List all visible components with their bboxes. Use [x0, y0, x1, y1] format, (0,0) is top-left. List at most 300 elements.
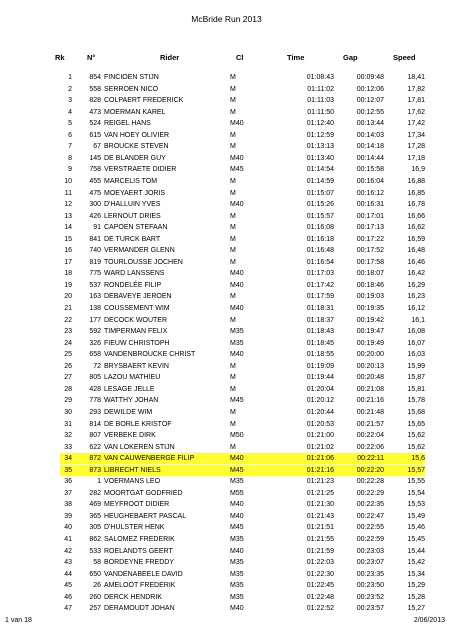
- rider-name-cell: REIGEL HANS: [104, 120, 151, 128]
- class-cell: M: [230, 189, 236, 197]
- bib-number-cell: 828: [89, 97, 101, 105]
- rank-cell: 32: [64, 432, 72, 440]
- rider-name-cell: MOORTGAT GODFRIED: [104, 489, 183, 497]
- bib-number-cell: 819: [89, 258, 101, 266]
- rider-name-cell: MOERMAN KAREL: [104, 108, 166, 116]
- speed-cell: 15,99: [407, 362, 425, 370]
- class-cell: M40: [230, 201, 244, 209]
- rank-cell: 34: [64, 455, 72, 463]
- time-cell: 01:22:52: [306, 605, 334, 613]
- rank-cell: 3: [68, 97, 72, 105]
- gap-cell: 00:22:55: [356, 524, 384, 532]
- gap-cell: 00:18:07: [356, 270, 384, 278]
- gap-cell: 00:14:18: [356, 143, 384, 151]
- rider-name-cell: VANDENABEELE DAVID: [104, 570, 183, 578]
- class-cell: M40: [230, 455, 244, 463]
- class-cell: M35: [230, 559, 244, 567]
- gap-cell: 00:22:35: [356, 501, 384, 509]
- speed-cell: 16,23: [407, 293, 425, 301]
- time-cell: 01:12:59: [306, 131, 334, 139]
- result-row: [0, 442, 453, 453]
- time-cell: 01:18:37: [306, 316, 334, 324]
- result-row: [0, 557, 453, 568]
- time-cell: 01:18:45: [306, 339, 334, 347]
- bib-number-cell: 469: [89, 501, 101, 509]
- rider-name-cell: SERROEN NICO: [104, 85, 159, 93]
- bib-number-cell: 558: [89, 85, 101, 93]
- class-cell: M: [230, 385, 236, 393]
- speed-cell: 15,65: [407, 420, 425, 428]
- rider-name-cell: DE BLANDER GUY: [104, 154, 166, 162]
- gap-cell: 00:23:52: [356, 593, 384, 601]
- rank-cell: 31: [64, 420, 72, 428]
- rider-name-cell: ROELANDTS GEERT: [104, 547, 173, 555]
- speed-cell: 15,34: [407, 570, 425, 578]
- bib-number-cell: 807: [89, 432, 101, 440]
- time-cell: 01:13:13: [306, 143, 334, 151]
- rank-cell: 15: [64, 235, 72, 243]
- bib-number-cell: 326: [89, 339, 101, 347]
- speed-cell: 15,78: [407, 397, 425, 405]
- class-cell: M40: [230, 154, 244, 162]
- class-cell: M: [230, 247, 236, 255]
- bib-number-cell: 282: [89, 489, 101, 497]
- rank-cell: 39: [64, 512, 72, 520]
- result-row: [0, 580, 453, 591]
- header-gap: Gap: [343, 53, 358, 62]
- rider-name-cell: VANDENBROUCKE CHRIST: [104, 351, 196, 359]
- time-cell: 01:22:45: [306, 582, 334, 590]
- rank-cell: 29: [64, 397, 72, 405]
- rank-cell: 37: [64, 489, 72, 497]
- speed-cell: 16,29: [407, 281, 425, 289]
- speed-cell: 15,53: [407, 501, 425, 509]
- rank-cell: 46: [64, 593, 72, 601]
- rider-name-cell: DERCK HENDRIK: [104, 593, 162, 601]
- result-row: [0, 188, 453, 199]
- bib-number-cell: 650: [89, 570, 101, 578]
- gap-cell: 00:23:50: [356, 582, 384, 590]
- gap-cell: 00:23:57: [356, 605, 384, 613]
- rank-cell: 17: [64, 258, 72, 266]
- class-cell: M: [230, 97, 236, 105]
- bib-number-cell: 455: [89, 177, 101, 185]
- gap-cell: 00:17:58: [356, 258, 384, 266]
- rank-cell: 36: [64, 478, 72, 486]
- speed-cell: 15,44: [407, 547, 425, 555]
- gap-cell: 00:16:12: [356, 189, 384, 197]
- result-row: [0, 372, 453, 383]
- bib-number-cell: 615: [89, 131, 101, 139]
- bib-number-cell: 658: [89, 351, 101, 359]
- speed-cell: 16,62: [407, 224, 425, 232]
- rider-name-cell: BROUCKE STEVEN: [104, 143, 169, 151]
- class-cell: M35: [230, 478, 244, 486]
- bib-number-cell: 841: [89, 235, 101, 243]
- rank-cell: 2: [68, 85, 72, 93]
- rider-name-cell: FINCIOEN STIJN: [104, 74, 159, 81]
- bib-number-cell: 854: [89, 74, 101, 81]
- time-cell: 01:18:31: [306, 305, 334, 312]
- rank-cell: 10: [64, 177, 72, 185]
- bib-number-cell: 257: [89, 605, 101, 613]
- rank-cell: 35: [64, 466, 72, 474]
- speed-cell: 16,08: [407, 328, 425, 336]
- speed-cell: 18,41: [407, 74, 425, 81]
- rider-name-cell: D'HULSTER HENK: [104, 524, 165, 532]
- header-number: N°: [87, 53, 96, 62]
- gap-cell: 00:21:48: [356, 408, 384, 416]
- rank-cell: 25: [64, 351, 72, 359]
- time-cell: 01:21:55: [306, 536, 334, 543]
- header-class: Cl: [236, 53, 244, 62]
- rank-cell: 9: [68, 166, 72, 174]
- result-row: [0, 592, 453, 603]
- rider-name-cell: FIEUW CHRISTOPH: [104, 339, 170, 347]
- gap-cell: 00:21:16: [356, 397, 384, 405]
- rank-cell: 22: [64, 316, 72, 324]
- time-cell: 01:20:53: [306, 420, 334, 428]
- gap-cell: 00:16:04: [356, 177, 384, 185]
- rider-name-cell: DE BORLE KRISTOF: [104, 420, 172, 428]
- time-cell: 01:17:03: [306, 270, 334, 278]
- gap-cell: 00:22:47: [356, 512, 384, 520]
- header-rider: Rider: [160, 53, 180, 62]
- result-row: [0, 326, 453, 337]
- gap-cell: 00:14:44: [356, 154, 384, 162]
- bib-number-cell: 260: [89, 593, 101, 601]
- gap-cell: 00:22:11: [357, 455, 384, 463]
- time-cell: 01:22:03: [306, 559, 334, 567]
- bib-number-cell: 872: [89, 455, 101, 463]
- rider-name-cell: DE TURCK BART: [104, 235, 161, 243]
- rider-name-cell: BORDEYNE FREDDY: [104, 559, 175, 567]
- time-cell: 01:15:26: [306, 201, 334, 209]
- class-cell: M40: [230, 501, 244, 509]
- time-cell: 01:20:44: [306, 408, 334, 416]
- rank-cell: 18: [64, 270, 72, 278]
- gap-cell: 00:21:57: [356, 420, 384, 428]
- result-row: [0, 315, 453, 326]
- result-row: [0, 291, 453, 302]
- gap-cell: 00:22:04: [356, 432, 384, 440]
- bib-number-cell: 138: [89, 305, 101, 312]
- rank-cell: 14: [64, 224, 72, 232]
- rank-cell: 23: [64, 328, 72, 336]
- gap-cell: 00:20:13: [356, 362, 384, 370]
- speed-cell: 16,78: [407, 201, 425, 209]
- speed-cell: 17,42: [407, 120, 425, 128]
- time-cell: 01:21:06: [306, 455, 334, 463]
- speed-cell: 15,62: [407, 432, 425, 440]
- time-cell: 01:16:48: [306, 247, 334, 255]
- time-cell: 01:21:25: [306, 489, 334, 497]
- time-cell: 01:22:30: [306, 570, 334, 578]
- time-cell: 01:21:00: [306, 432, 334, 440]
- class-cell: M35: [230, 570, 244, 578]
- gap-cell: 00:17:13: [356, 224, 384, 232]
- gap-cell: 00:15:58: [356, 166, 384, 174]
- header-time: Time: [287, 53, 305, 62]
- header-rank: Rk: [55, 53, 65, 62]
- result-row: [0, 280, 453, 291]
- gap-cell: 00:23:07: [356, 559, 384, 567]
- class-cell: M: [230, 408, 236, 416]
- bib-number-cell: 72: [93, 362, 101, 370]
- time-cell: 01:18:55: [306, 351, 334, 359]
- result-row: [0, 569, 453, 580]
- speed-cell: 15,27: [407, 605, 425, 613]
- class-cell: M35: [230, 593, 244, 601]
- rank-cell: 8: [68, 154, 72, 162]
- speed-cell: 15,6: [411, 455, 425, 463]
- bib-number-cell: 758: [89, 166, 101, 174]
- rider-name-cell: WARD LANSSENS: [104, 270, 165, 278]
- rank-cell: 42: [64, 547, 72, 555]
- bib-number-cell: 778: [89, 397, 101, 405]
- time-cell: 01:21:23: [306, 478, 334, 486]
- time-cell: 01:19:09: [306, 362, 334, 370]
- rider-name-cell: LERNOUT DRIES: [104, 212, 161, 220]
- result-row: [0, 234, 453, 245]
- gap-cell: 00:20:48: [356, 374, 384, 382]
- bib-number-cell: 775: [89, 270, 101, 278]
- rider-name-cell: LIBRECHT NIELS: [104, 466, 161, 474]
- result-row: [0, 118, 453, 129]
- time-cell: 01:12:40: [306, 120, 334, 128]
- bib-number-cell: 814: [89, 420, 101, 428]
- rider-name-cell: VAN CAUWENBERGE FILIP: [104, 455, 195, 463]
- gap-cell: 00:12:07: [356, 97, 384, 105]
- rank-cell: 5: [68, 120, 72, 128]
- result-row: [0, 222, 453, 233]
- rank-cell: 33: [64, 443, 72, 451]
- class-cell: M: [230, 420, 236, 428]
- rider-name-cell: LAZOU MATHIEU: [104, 374, 161, 382]
- bib-number-cell: 740: [89, 247, 101, 255]
- gap-cell: 00:19:47: [356, 328, 384, 336]
- speed-cell: 16,9: [411, 166, 425, 174]
- result-row: [0, 430, 453, 441]
- highlighted-result-row: [0, 465, 453, 476]
- rider-name-cell: VERSTRAETE DIDIER: [104, 166, 177, 174]
- class-cell: M40: [230, 605, 244, 613]
- result-row: [0, 407, 453, 418]
- speed-cell: 16,48: [407, 247, 425, 255]
- class-cell: M: [230, 74, 236, 81]
- time-cell: 01:21:02: [306, 443, 334, 451]
- speed-cell: 17,82: [407, 85, 425, 93]
- time-cell: 01:16:54: [306, 258, 334, 266]
- rider-name-cell: HEUGHEBAERT PASCAL: [104, 512, 187, 520]
- result-row: [0, 107, 453, 118]
- rider-name-cell: D'HALLUIN YVES: [104, 201, 161, 209]
- gap-cell: 00:22:59: [356, 536, 384, 543]
- result-row: [0, 476, 453, 487]
- gap-cell: 00:22:06: [356, 443, 384, 451]
- class-cell: M: [230, 108, 236, 116]
- time-cell: 01:20:12: [306, 397, 334, 405]
- speed-cell: 15,87: [407, 374, 425, 382]
- result-row: [0, 84, 453, 95]
- speed-cell: 17,81: [407, 97, 425, 105]
- page-number: 1 van 18: [5, 617, 32, 624]
- rank-cell: 16: [64, 247, 72, 255]
- rider-name-cell: WATTHY JOHAN: [104, 397, 159, 405]
- bib-number-cell: 622: [89, 443, 101, 451]
- rank-cell: 12: [64, 201, 72, 209]
- time-cell: 01:21:16: [306, 466, 334, 474]
- gap-cell: 00:21:08: [356, 385, 384, 393]
- result-row: [0, 95, 453, 106]
- gap-cell: 00:17:22: [356, 235, 384, 243]
- rider-name-cell: MEYFROOT DIDIER: [104, 501, 170, 509]
- class-cell: M: [230, 235, 236, 243]
- rank-cell: 21: [64, 305, 72, 312]
- bib-number-cell: 365: [89, 512, 101, 520]
- speed-cell: 15,45: [407, 536, 425, 543]
- class-cell: M: [230, 443, 236, 451]
- class-cell: M: [230, 293, 236, 301]
- rank-cell: 27: [64, 374, 72, 382]
- print-date: 2/06/2013: [413, 617, 445, 624]
- time-cell: 01:17:42: [306, 281, 334, 289]
- rank-cell: 13: [64, 212, 72, 220]
- gap-cell: 00:14:03: [356, 131, 384, 139]
- speed-cell: 15,57: [407, 466, 425, 474]
- result-row: [0, 395, 453, 406]
- speed-cell: 17,62: [407, 108, 425, 116]
- result-row: [0, 268, 453, 279]
- class-cell: M40: [230, 270, 244, 278]
- speed-cell: 17,28: [407, 143, 425, 151]
- class-cell: M45: [230, 397, 244, 405]
- rider-name-cell: TIMPERMAN FELIX: [104, 328, 168, 336]
- result-row: [0, 257, 453, 268]
- result-row: [0, 72, 453, 83]
- gap-cell: 00:16:31: [356, 201, 384, 209]
- rank-cell: 26: [64, 362, 72, 370]
- speed-cell: 16,07: [407, 339, 425, 347]
- class-cell: M: [230, 85, 236, 93]
- class-cell: M40: [230, 547, 244, 555]
- class-cell: M35: [230, 339, 244, 347]
- bib-number-cell: 293: [89, 408, 101, 416]
- bib-number-cell: 805: [89, 374, 101, 382]
- gap-cell: 00:09:48: [356, 74, 384, 81]
- rider-name-cell: DEBAVEYE JEROEN: [104, 293, 172, 301]
- result-row: [0, 130, 453, 141]
- speed-cell: 15,62: [407, 443, 425, 451]
- highlighted-result-row: [0, 453, 453, 464]
- class-cell: M: [230, 316, 236, 324]
- bib-number-cell: 91: [93, 224, 101, 232]
- rider-name-cell: COLPAERT FREDERICK: [104, 97, 184, 105]
- rider-name-cell: RONDELÉE FILIP: [104, 281, 162, 289]
- time-cell: 01:14:59: [306, 177, 334, 185]
- time-cell: 01:11:03: [307, 97, 334, 105]
- time-cell: 01:19:44: [306, 374, 334, 382]
- gap-cell: 00:12:55: [356, 108, 384, 116]
- gap-cell: 00:23:35: [356, 570, 384, 578]
- bib-number-cell: 537: [89, 281, 101, 289]
- rank-cell: 11: [64, 189, 72, 197]
- rank-cell: 28: [64, 385, 72, 393]
- class-cell: M35: [230, 536, 244, 543]
- gap-cell: 00:19:49: [356, 339, 384, 347]
- class-cell: M: [230, 131, 236, 139]
- rank-cell: 24: [64, 339, 72, 347]
- class-cell: M40: [230, 281, 244, 289]
- time-cell: 01:21:59: [306, 547, 334, 555]
- gap-cell: 00:19:35: [356, 305, 384, 312]
- time-cell: 01:22:48: [306, 593, 334, 601]
- result-row: [0, 419, 453, 430]
- rider-name-cell: SALOMEZ FREDERIK: [104, 536, 175, 543]
- gap-cell: 00:19:42: [356, 316, 384, 324]
- rider-name-cell: BRYSBAERT KEVIN: [104, 362, 169, 370]
- speed-cell: 16,42: [407, 270, 425, 278]
- time-cell: 01:17:59: [306, 293, 334, 301]
- result-row: [0, 499, 453, 510]
- rank-cell: 47: [64, 605, 72, 613]
- speed-cell: 16,46: [407, 258, 425, 266]
- rider-name-cell: MOEYAERT JORIS: [104, 189, 166, 197]
- bib-number-cell: 426: [89, 212, 101, 220]
- rider-name-cell: DECOCK WOUTER: [104, 316, 167, 324]
- rank-cell: 7: [68, 143, 72, 151]
- rider-name-cell: MARCELIS TOM: [104, 177, 158, 185]
- result-row: [0, 384, 453, 395]
- bib-number-cell: 473: [89, 108, 101, 116]
- time-cell: 01:14:54: [306, 166, 334, 174]
- bib-number-cell: 1: [97, 478, 101, 486]
- result-row: [0, 511, 453, 522]
- result-row: [0, 361, 453, 372]
- rider-name-cell: DEWILDE WIM: [104, 408, 153, 416]
- class-cell: M: [230, 362, 236, 370]
- gap-cell: 00:19:03: [356, 293, 384, 301]
- class-cell: M: [230, 258, 236, 266]
- gap-cell: 00:22:20: [356, 466, 384, 474]
- time-cell: 01:21:30: [306, 501, 334, 509]
- result-row: [0, 141, 453, 152]
- class-cell: M55: [230, 489, 244, 497]
- speed-cell: 16,12: [407, 305, 425, 312]
- rank-cell: 1: [68, 74, 72, 81]
- speed-cell: 15,81: [407, 385, 425, 393]
- class-cell: M50: [230, 432, 244, 440]
- class-cell: M45: [230, 524, 244, 532]
- gap-cell: 00:22:29: [356, 489, 384, 497]
- class-cell: M45: [230, 466, 244, 474]
- time-cell: 01:08:43: [306, 74, 334, 81]
- time-cell: 01:13:40: [306, 154, 334, 162]
- speed-cell: 15,29: [407, 582, 425, 590]
- rank-cell: 40: [64, 524, 72, 532]
- time-cell: 01:21:43: [306, 512, 334, 520]
- bib-number-cell: 475: [89, 189, 101, 197]
- speed-cell: 16,85: [407, 189, 425, 197]
- bib-number-cell: 145: [89, 154, 101, 162]
- result-row: [0, 176, 453, 187]
- rider-name-cell: CAPOEN STEFAAN: [104, 224, 168, 232]
- class-cell: M40: [230, 120, 244, 128]
- bib-number-cell: 533: [89, 547, 101, 555]
- speed-cell: 15,28: [407, 593, 425, 601]
- time-cell: 01:18:43: [306, 328, 334, 336]
- class-cell: M: [230, 224, 236, 232]
